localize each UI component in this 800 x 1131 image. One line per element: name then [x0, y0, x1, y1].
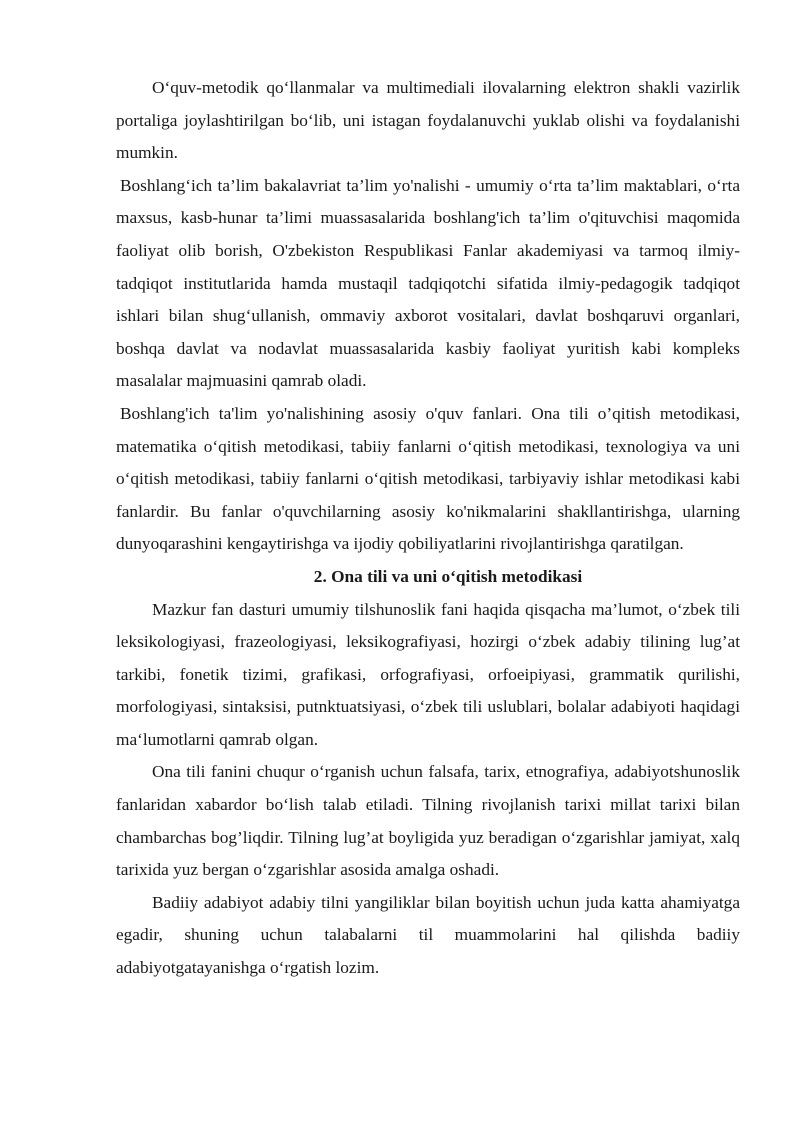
paragraph-main-subjects: Boshlang'ich ta'lim yo'nalishining asosiy o'quv fanlari. Ona tili o’qitish metodikasi, matematika o‘qitish metodikasi, tabiiy fanlarni o‘qitish metodikasi, texnologiya va uni o‘qitish metodikasi, tabiiy fanlarni o‘qitish metodikasi, tarbiyaviy ishlar metodikasi kabi fanlardir. Bu fanlar o'quvchilarning asosiy ko'nikmalarini shakllantirishga, ularning dunyoqarashini kengaytirishga va ijodiy qobiliyatlarini rivojlantirishga qaratilgan.: [116, 403, 740, 554]
document-body: [116, 72, 740, 985]
paragraph-bachelor-direction: Boshlang‘ich ta’lim bakalavriat ta’lim yo'nalishi - umumiy o‘rta ta’lim maktablari, o‘rta maxsus, kasb-hunar ta’limi muassasalarida boshlang'ich ta’lim o'qituvchisi maqomida faoliyat olib borish, O'zbekiston Respublikasi Fanlar akademiyasi va tarmoq ilmiy-tadqiqot institutlarida hamda mustaqil tadqiqotchi sifatida ilmiy-pedagogik tadqiqot ishlari bilan shug‘ullanish, ommaviy axborot vositalari, davlat boshqaruvi organlari, boshqa davlat va nodavlat muassasalarida kasbiy faoliyat yuritish kabi kompleks masalalar majmuasini qamrab oladi.: [116, 175, 740, 391]
paragraph-literature: Badiiy adabiyot adabiy tilni yangiliklar bilan boyitish uchun juda katta ahamiyatga egadir, shuning uchun talabalarni til muammolarini hal qilishda badiiy adabiyotgatayanishga o‘rgatish lozim.: [116, 892, 740, 978]
section-heading: 2. Ona tili va uni o‘qitish metodikasi: [313, 566, 583, 586]
paragraph-language-study: Ona tili fanini chuqur o‘rganish uchun falsafa, tarix, etnografiya, adabiyotshunoslik fanlaridan xabardor bo‘lish talab etiladi. Tilning rivojlanish tarixi millat tarixi bilan chambarchas bog’liqdir. Tilning lug’at boyligida yuz beradigan o‘zgarishlar jamiyat, xalq tarixida yuz bergan o‘zgarishlar asosida amalga oshadi.: [116, 762, 740, 880]
paragraph-portal: O‘quv-metodik qo‘llanmalar va multimediali ilovalarning elektron shakli vazirlik portaliga joylashtirilgan bo‘lib, uni istagan foydalanuvchi yuklab olishi va foydalanishi mumkin.: [116, 78, 740, 163]
paragraph-program-content: Mazkur fan dasturi umumiy tilshunoslik fani haqida qisqacha ma’lumot, o‘zbek tili leksikologiyasi, frazeologiyasi, leksikografiyasi, hozirgi o‘zbek adabiy tilining lug’at tarkibi, fonetik tizimi, grafikasi, orfografiyasi, orfoeipiyasi, grammatik qurilishi, morfologiyasi, sintaksisi, putnktuatsiyasi, o‘zbek tili uslublari, bolalar adabiyoti haqidagi ma‘lumotlarni qamrab olgan.: [116, 599, 740, 749]
